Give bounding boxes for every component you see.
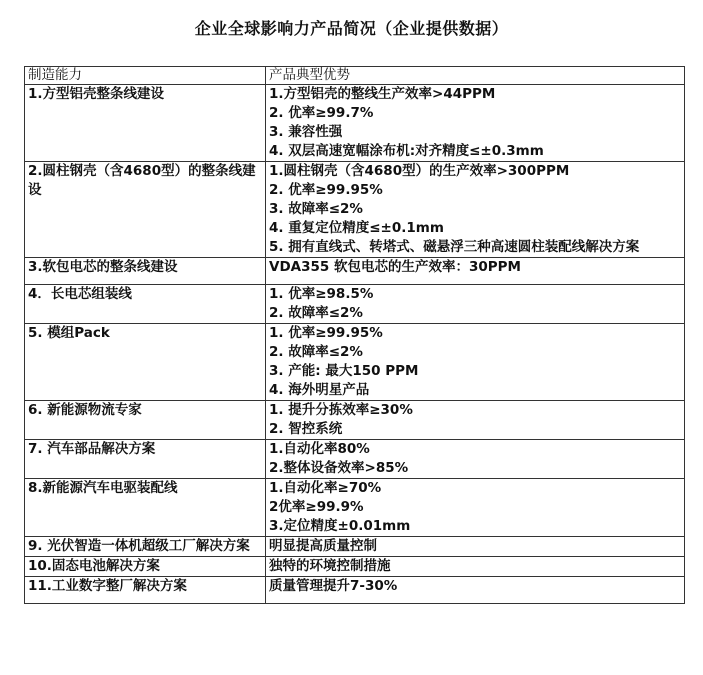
table-row (25, 324, 685, 401)
capability-cell (25, 557, 266, 577)
advantages-cell (266, 537, 685, 557)
advantage-line: 1.方型铝壳的整线生产效率>44PPM (269, 86, 496, 102)
capability-text: 9. 光伏智造一体机超级工厂解决方案 (28, 538, 250, 554)
advantage-line: 2. 优率≥99.7% (269, 105, 374, 121)
advantages-cell (266, 285, 685, 324)
capability-text: 6. 新能源物流专家 (28, 402, 142, 418)
advantage-line: 5. 拥有直线式、转塔式、磁悬浮三种高速圆柱装配线解决方案 (269, 239, 640, 255)
table-row (25, 440, 685, 479)
table-row (25, 258, 685, 285)
advantage-line: 3. 产能: 最大150 PPM (269, 363, 419, 379)
table-header-row (25, 67, 685, 85)
advantages-cell (266, 577, 685, 604)
advantage-line: 2. 优率≥99.95% (269, 182, 383, 198)
advantages-cell (266, 479, 685, 537)
table-row (25, 557, 685, 577)
advantage-line: 2. 故障率≤2% (269, 305, 363, 321)
advantage-line: 1.自动化率≥70% (269, 480, 382, 496)
capability-text: 3.软包电芯的整条线建设 (28, 259, 178, 275)
capability-text: 2.圆柱钢壳（含4680型）的整条线建设 (28, 163, 256, 198)
advantages-cell (266, 85, 685, 162)
table-row (25, 162, 685, 258)
page-title: 企业全球影响力产品简况（企业提供数据） (194, 19, 509, 38)
capability-cell (25, 285, 266, 324)
advantage-line: 2优率≥99.9% (269, 499, 364, 515)
table-row (25, 85, 685, 162)
advantage-line: 1. 优率≥99.95% (269, 325, 383, 341)
advantage-line: 4. 双层高速宽幅涂布机:对齐精度≤±0.3mm (269, 143, 544, 159)
capability-text: 10.固态电池解决方案 (28, 558, 160, 574)
header-advantages: 产品典型优势 (266, 67, 685, 85)
advantage-line: 4. 重复定位精度≤±0.1mm (269, 220, 444, 236)
capability-cell (25, 85, 266, 162)
advantage-line: 1. 提升分拣效率≥30% (269, 402, 413, 418)
capability-text: 11.工业数字整厂解决方案 (28, 578, 187, 594)
capability-cell (25, 401, 266, 440)
capability-cell (25, 324, 266, 401)
advantage-line: 3. 故障率≤2% (269, 201, 363, 217)
capability-text: 1.方型铝壳整条线建设 (28, 86, 165, 102)
capability-text: 5. 模组Pack (28, 325, 110, 341)
capability-cell (25, 162, 266, 258)
advantage-line: 1. 优率≥98.5% (269, 286, 374, 302)
table-row (25, 285, 685, 324)
advantage-line: 3.定位精度±0.01mm (269, 518, 411, 534)
capability-cell (25, 577, 266, 604)
capability-text: 7. 汽车部品解决方案 (28, 441, 156, 457)
advantage-line: 4. 海外明星产品 (269, 382, 370, 398)
capability-cell (25, 537, 266, 557)
advantage-line: 1.圆柱钢壳（含4680型）的生产效率>300PPM (269, 163, 570, 179)
advantages-cell (266, 324, 685, 401)
advantage-line: 独特的环境控制措施 (269, 558, 391, 574)
advantage-line: 2. 故障率≤2% (269, 344, 363, 360)
capability-cell (25, 440, 266, 479)
advantages-cell (266, 258, 685, 285)
advantages-cell (266, 557, 685, 577)
advantage-line: 3. 兼容性强 (269, 124, 343, 140)
advantages-cell (266, 401, 685, 440)
capability-cell (25, 479, 266, 537)
advantage-line: VDA355 软包电芯的生产效率：30PPM (269, 259, 521, 275)
header-capability: 制造能力 (25, 67, 266, 85)
advantages-cell (266, 162, 685, 258)
advantage-line: 质量管理提升7-30% (269, 578, 398, 594)
advantage-line: 2.整体设备效率>85% (269, 460, 409, 476)
advantage-line: 1.自动化率80% (269, 441, 370, 457)
advantage-line: 明显提高质量控制 (269, 538, 377, 554)
table-row (25, 537, 685, 557)
capability-text: 8.新能源汽车电驱装配线 (28, 480, 178, 496)
table-row (25, 401, 685, 440)
table-row (25, 577, 685, 604)
product-overview-table (24, 66, 685, 604)
capability-text: 4．长电芯组装线 (28, 286, 132, 302)
capability-cell (25, 258, 266, 285)
advantage-line: 2. 智控系统 (269, 421, 343, 437)
advantages-cell (266, 440, 685, 479)
table-row (25, 479, 685, 537)
